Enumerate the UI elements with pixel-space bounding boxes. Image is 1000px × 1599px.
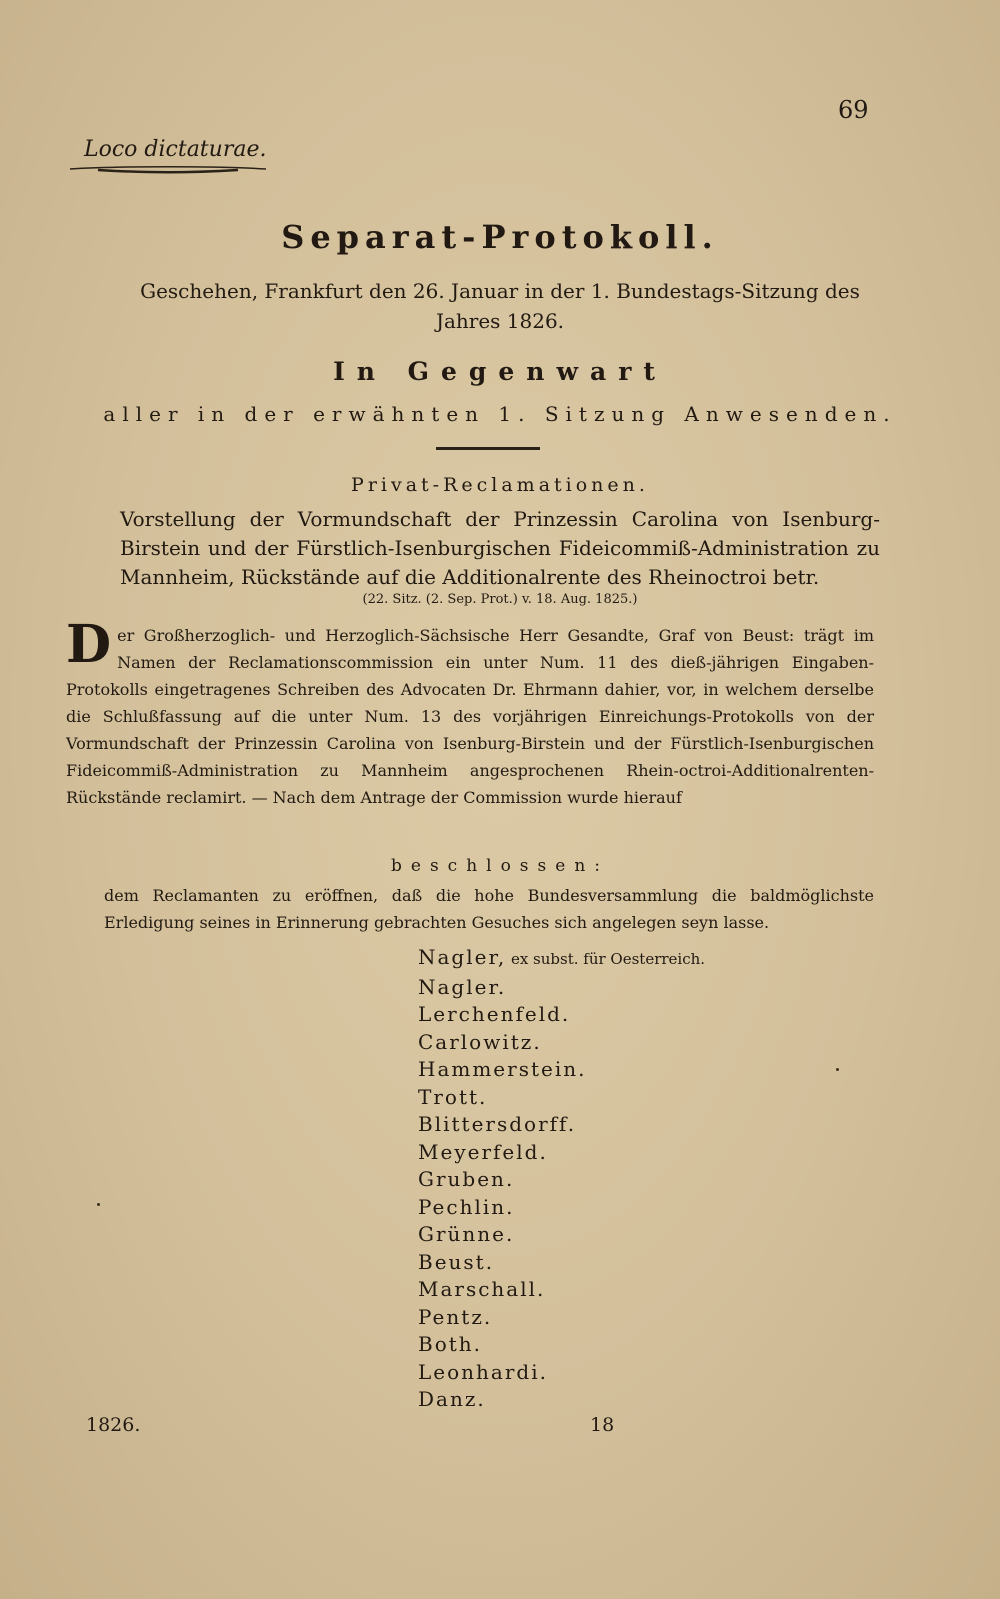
signatory-name xyxy=(418,1221,705,1249)
signatory-name xyxy=(418,1001,705,1029)
signatory-name xyxy=(418,1386,705,1414)
signatory-name xyxy=(418,1249,705,1277)
signatory-name xyxy=(418,1331,705,1359)
presence-detail: aller in der erwähnten 1. Sitzung Anwesenden. xyxy=(103,402,897,426)
signatory-name-text: Pechlin. xyxy=(418,1194,515,1219)
signatory-name-text: Blittersdorff. xyxy=(418,1112,577,1136)
drop-cap: D xyxy=(66,614,112,675)
page-number: 69 xyxy=(838,96,869,124)
signatory-name-text: Gruben. xyxy=(418,1167,515,1191)
signatory-name xyxy=(418,1304,705,1332)
section-heading: Privat-Reclamationen. xyxy=(351,474,649,496)
body-paragraph xyxy=(66,614,874,811)
body-text: er Großherzoglich- und Herzoglich-Sächsische Herr Gesandte, Graf von Beust: trägt im Namen der Reclamationscommission ein unter Num. 11 des dieß-jährigen Eingaben-Protokolls eingetragenes Schreiben des Advocaten Dr. Ehrmann dahier, vor, in welchem derselbe die Schlußfassung auf die unter Num. 13 des vorjährigen Einreichungs-Protokolls von der Vormundschaft der Prinzessin Carolina von Isenburg-Birstein und der Fürstlich-Isenburgischen Fideicommiß-Administration zu Mannheim angesprochenen Rhein-octroi-Additionalrenten-Rückstände reclamirt. — Nach dem Antrage der Commission wurde hierauf xyxy=(66,626,874,807)
signatory-name xyxy=(418,1166,705,1194)
document-subtitle: Geschehen, Frankfurt den 26. Januar in der 1. Bundestags-Sitzung des Jahres 1826. xyxy=(140,279,860,333)
signatory-name xyxy=(418,1084,705,1112)
signatory-name-text: Meyerfeld. xyxy=(418,1139,548,1164)
signatory-name-text: Pentz. xyxy=(418,1304,493,1329)
margin-note: Loco dictaturae. xyxy=(84,137,267,162)
signatory-name-text: Lerchenfeld. xyxy=(418,1002,571,1026)
signatory-name xyxy=(418,1276,705,1304)
signatory-list xyxy=(418,944,705,1414)
signatory-name xyxy=(418,1056,705,1084)
resolution-paragraph: dem Reclamanten zu eröffnen, daß die hohe Bundesversammlung die baldmöglichste Erledigung seines in Erinnerung gebrachten Gesuches sich angelegen seyn lasse. xyxy=(104,886,874,932)
signatory-name-text: Nagler, xyxy=(418,945,507,969)
document-title: Separat-Protokoll. xyxy=(281,218,719,256)
signatory-name-text: Grünne. xyxy=(418,1222,515,1246)
footer-signature-mark: 18 xyxy=(590,1414,615,1436)
signatory-name-text: Nagler. xyxy=(418,974,507,999)
signatory-name xyxy=(418,1111,705,1139)
signatory-name xyxy=(418,1139,705,1167)
presence-heading: In Gegenwart xyxy=(333,357,667,386)
paper-speck xyxy=(836,1068,839,1071)
signatory-note: ex subst. für Oesterreich. xyxy=(506,950,706,968)
signatory-name-text: Danz. xyxy=(418,1387,486,1411)
signatory-name-text: Marschall. xyxy=(418,1277,546,1301)
reference-note: (22. Sitz. (2. Sep. Prot.) v. 18. Aug. 1825.) xyxy=(362,592,638,607)
signatory-name-text: Both. xyxy=(418,1332,483,1356)
signatory-name-text: Beust. xyxy=(418,1249,495,1274)
signatory-name xyxy=(418,1029,705,1057)
signatory-name-text: Leonhardi. xyxy=(418,1359,548,1384)
paper-speck xyxy=(97,1203,100,1206)
signatory-name xyxy=(418,1194,705,1222)
subject-paragraph: Vorstellung der Vormundschaft der Prinzessin Carolina von Isenburg-Birstein und der Fürstlich-Isenburgischen Fideicommiß-Administration zu Mannheim, Rückstände auf die Additionalrente des Rheinoctroi betr. xyxy=(120,507,880,589)
signatory-name xyxy=(418,1359,705,1387)
ornamental-rule xyxy=(68,163,268,175)
signatory-name-text: Hammerstein. xyxy=(418,1057,587,1081)
resolution-heading: beschlossen: xyxy=(391,856,609,876)
signatory-name xyxy=(418,944,705,974)
footer-year: 1826. xyxy=(86,1414,141,1436)
signatory-name xyxy=(418,974,705,1002)
signatory-name-text: Trott. xyxy=(418,1084,488,1109)
signatory-name-text: Carlowitz. xyxy=(418,1029,542,1054)
section-divider xyxy=(436,447,540,450)
